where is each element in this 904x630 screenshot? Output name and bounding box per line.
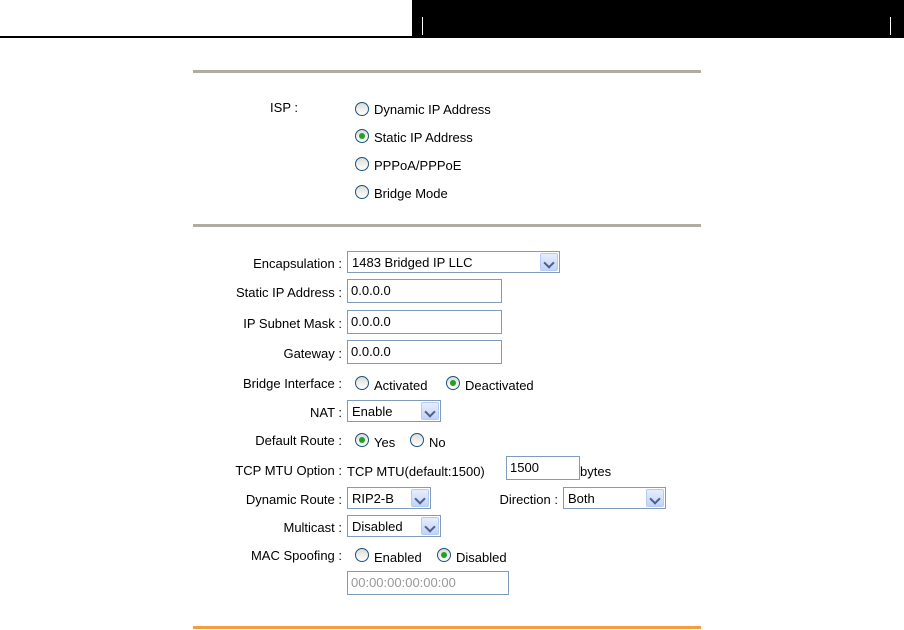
encapsulation-select[interactable] <box>347 251 560 273</box>
chevron-down-icon <box>421 517 439 535</box>
default-route-yes-radio[interactable] <box>355 433 369 447</box>
dynamic-route-value: RIP2-B <box>352 491 394 506</box>
bridge-activated-radio[interactable] <box>355 376 369 390</box>
header-divider-left <box>422 17 423 35</box>
static-ip-label: Static IP Address : <box>236 285 342 300</box>
isp-pppoe-label[interactable]: PPPoA/PPPoE <box>374 158 462 173</box>
static-ip-input[interactable]: 0.0.0.0 <box>347 279 502 303</box>
header-rule <box>0 36 412 38</box>
gateway-input[interactable]: 0.0.0.0 <box>347 340 502 364</box>
default-route-no-radio[interactable] <box>410 433 424 447</box>
dynamic-route-label: Dynamic Route : <box>245 492 342 507</box>
default-route-no-label[interactable]: No <box>429 435 446 450</box>
subnet-mask-input[interactable]: 0.0.0.0 <box>347 310 502 334</box>
mac-address-input[interactable]: 00:00:00:00:00:00 <box>347 571 509 595</box>
tcp-mtu-suffix: bytes <box>580 464 612 479</box>
chevron-down-icon <box>540 253 558 271</box>
multicast-value: Disabled <box>352 519 403 534</box>
section-divider-middle <box>193 224 701 227</box>
nat-value: Enable <box>352 404 393 419</box>
chevron-down-icon <box>421 402 439 420</box>
section-divider-bottom <box>193 626 701 629</box>
mac-disabled-label[interactable]: Disabled <box>456 550 507 565</box>
isp-dynamic-radio[interactable] <box>355 102 369 116</box>
bridge-deactivated-radio[interactable] <box>446 376 460 390</box>
mac-spoofing-label: MAC Spoofing : <box>250 548 342 563</box>
section-divider-top <box>193 70 701 73</box>
direction-value: Both <box>568 491 595 506</box>
isp-label: ISP : <box>270 100 298 115</box>
bridge-deactivated-label[interactable]: Deactivated <box>465 378 534 393</box>
isp-bridge-radio[interactable] <box>355 185 369 199</box>
encapsulation-value: 1483 Bridged IP LLC <box>352 255 473 270</box>
chevron-down-icon <box>411 489 429 507</box>
nat-label: NAT : <box>309 405 342 420</box>
chevron-down-icon <box>646 489 664 507</box>
encapsulation-label: Encapsulation : <box>253 256 342 271</box>
default-route-label: Default Route : <box>255 433 342 448</box>
isp-static-label[interactable]: Static IP Address <box>374 130 473 145</box>
header-divider-right <box>890 17 891 35</box>
header-bar <box>412 0 904 38</box>
direction-select[interactable] <box>563 487 666 509</box>
tcp-mtu-prefix: TCP MTU(default:1500) <box>347 464 485 479</box>
bridge-interface-label: Bridge Interface : <box>243 376 342 391</box>
isp-bridge-label[interactable]: Bridge Mode <box>374 186 448 201</box>
isp-static-radio[interactable] <box>355 129 369 143</box>
mac-disabled-radio[interactable] <box>437 548 451 562</box>
dynamic-route-select[interactable] <box>347 487 431 509</box>
isp-dynamic-label[interactable]: Dynamic IP Address <box>374 102 491 117</box>
tcp-mtu-input[interactable]: 1500 <box>506 456 580 480</box>
multicast-select[interactable] <box>347 515 441 537</box>
mac-enabled-label[interactable]: Enabled <box>374 550 422 565</box>
nat-select[interactable] <box>347 400 441 422</box>
tcp-mtu-label: TCP MTU Option : <box>235 463 342 478</box>
gateway-label: Gateway : <box>283 346 342 361</box>
isp-pppoe-radio[interactable] <box>355 157 369 171</box>
multicast-label: Multicast : <box>283 520 342 535</box>
subnet-mask-label: IP Subnet Mask : <box>243 316 342 331</box>
direction-label: Direction : <box>499 492 558 507</box>
mac-enabled-radio[interactable] <box>355 548 369 562</box>
default-route-yes-label[interactable]: Yes <box>374 435 396 450</box>
bridge-activated-label[interactable]: Activated <box>374 378 428 393</box>
